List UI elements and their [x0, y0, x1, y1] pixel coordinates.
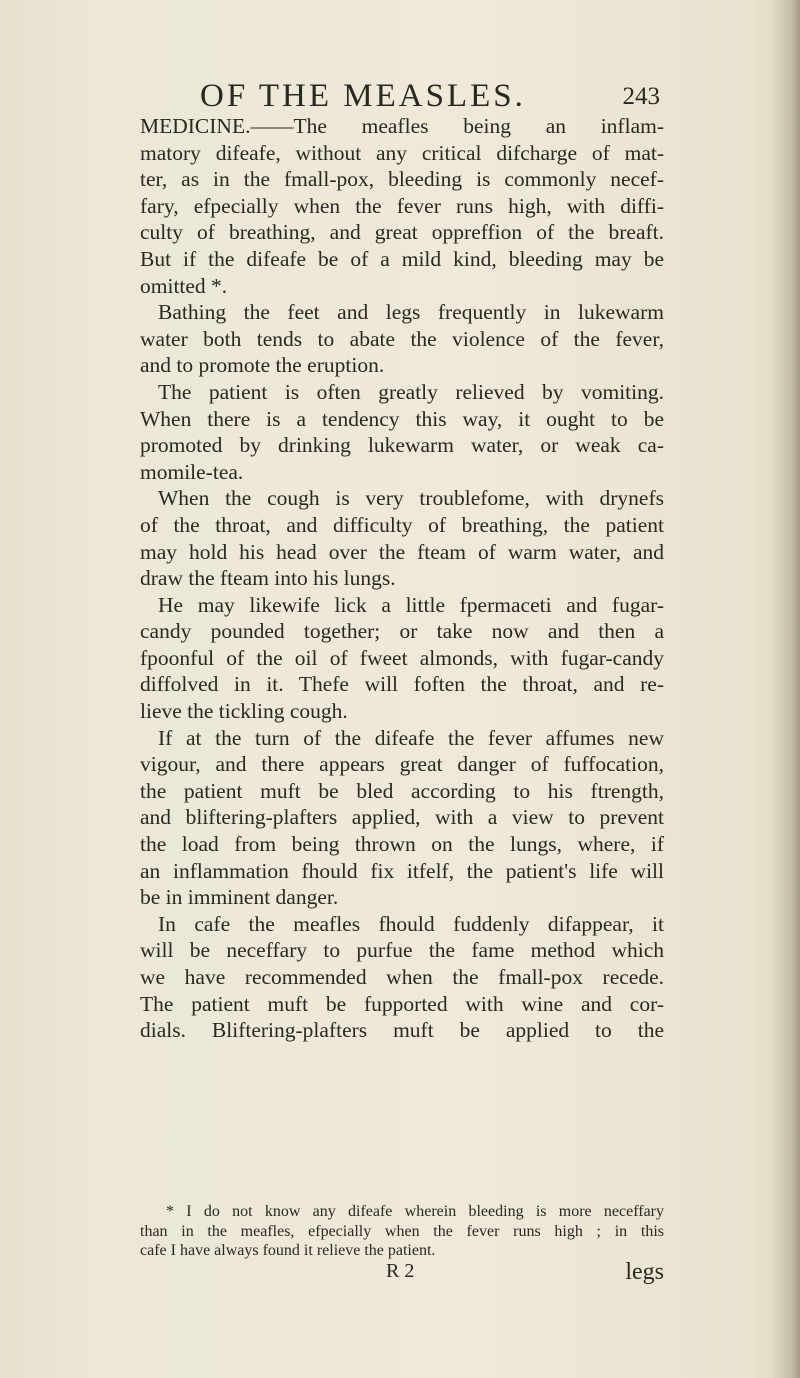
text-line: If at the turn of the difeafe the fever affumes new: [158, 725, 664, 750]
text-line: momile-tea.: [140, 459, 244, 484]
text-line: diffolved in it. Thefe will foften the throat, and re-: [140, 672, 664, 697]
text-line: matory difeafe, without any critical difcharge of mat-: [140, 140, 664, 165]
text-line: the patient muft be bled according to his ftrength,: [140, 778, 664, 803]
text-line: lieve the tickling cough.: [140, 699, 348, 724]
text-line: Bathing the feet and legs frequently in lukewarm: [158, 300, 664, 325]
footnote-line: than in the meafles, efpecially when the fever runs high ; in this: [140, 1222, 664, 1240]
body-text: [140, 113, 664, 1044]
text-line: vigour, and there appears great danger of fuffocation,: [140, 752, 664, 777]
text-line: candy pounded together; or take now and then a: [140, 619, 664, 644]
page-edge-shadow: [772, 0, 800, 1378]
page-number: 243: [622, 83, 660, 110]
text-line: The patient is often greatly relieved by vomiting.: [158, 379, 664, 404]
text-line: and bliftering-plafters applied, with a view to prevent: [140, 805, 664, 830]
catchword: legs: [625, 1259, 664, 1285]
text-line: will be neceffary to purfue the fame method which: [140, 938, 664, 963]
text-line: and to promote the eruption.: [140, 353, 385, 378]
text-line: ter, as in the fmall-pox, bleeding is commonly necef-: [140, 167, 664, 192]
footnote-line: cafe I have always found it relieve the patient.: [140, 1242, 436, 1259]
footnote: [140, 1202, 664, 1261]
signature-mark: R 2: [386, 1260, 415, 1282]
footnote-line: * I do not know any difeafe wherein bleeding is more neceffary: [166, 1203, 664, 1220]
text-line: promoted by drinking lukewarm water, or weak ca-: [140, 433, 664, 458]
text-line: of the throat, and difficulty of breathing, the patient: [140, 512, 664, 537]
text-line: fpoonful of the oil of fweet almonds, with fugar-candy: [140, 645, 664, 670]
text-line: The patient muft be fupported with wine and cor-: [140, 991, 664, 1016]
text-line: the load from being thrown on the lungs, where, if: [140, 832, 664, 857]
text-line: omitted *.: [140, 273, 228, 298]
text-line: He may likewife lick a little fpermaceti and fugar-: [158, 592, 664, 617]
running-head: OF THE MEASLES.: [200, 78, 526, 114]
text-line: an inflammation fhould fix itfelf, the patient's life will: [140, 858, 664, 883]
page-header: [140, 76, 660, 116]
text-line: culty of breathing, and great oppreffion of the breaft.: [140, 220, 664, 245]
text-line: dials. Bliftering-plafters muft be applied to the: [140, 1018, 664, 1043]
text-line: be in imminent danger.: [140, 885, 339, 910]
text-line: MEDICINE.——The meafles being an inflam-: [140, 114, 664, 138]
text-line: fary, efpecially when the fever runs high, with diffi-: [140, 193, 664, 218]
text-line: may hold his head over the fteam of warm water, and: [140, 539, 664, 564]
text-line: But if the difeafe be of a mild kind, bleeding may be: [140, 246, 664, 271]
text-line: water both tends to abate the violence of the fever,: [140, 326, 664, 351]
text-line: When the cough is very troublefome, with drynefs: [158, 486, 664, 511]
text-line: draw the fteam into his lungs.: [140, 566, 396, 591]
text-line: In cafe the meafles fhould fuddenly difappear, it: [158, 911, 664, 936]
text-line: we have recommended when the fmall-pox recede.: [140, 965, 664, 989]
text-line: When there is a tendency this way, it ought to be: [140, 406, 664, 431]
